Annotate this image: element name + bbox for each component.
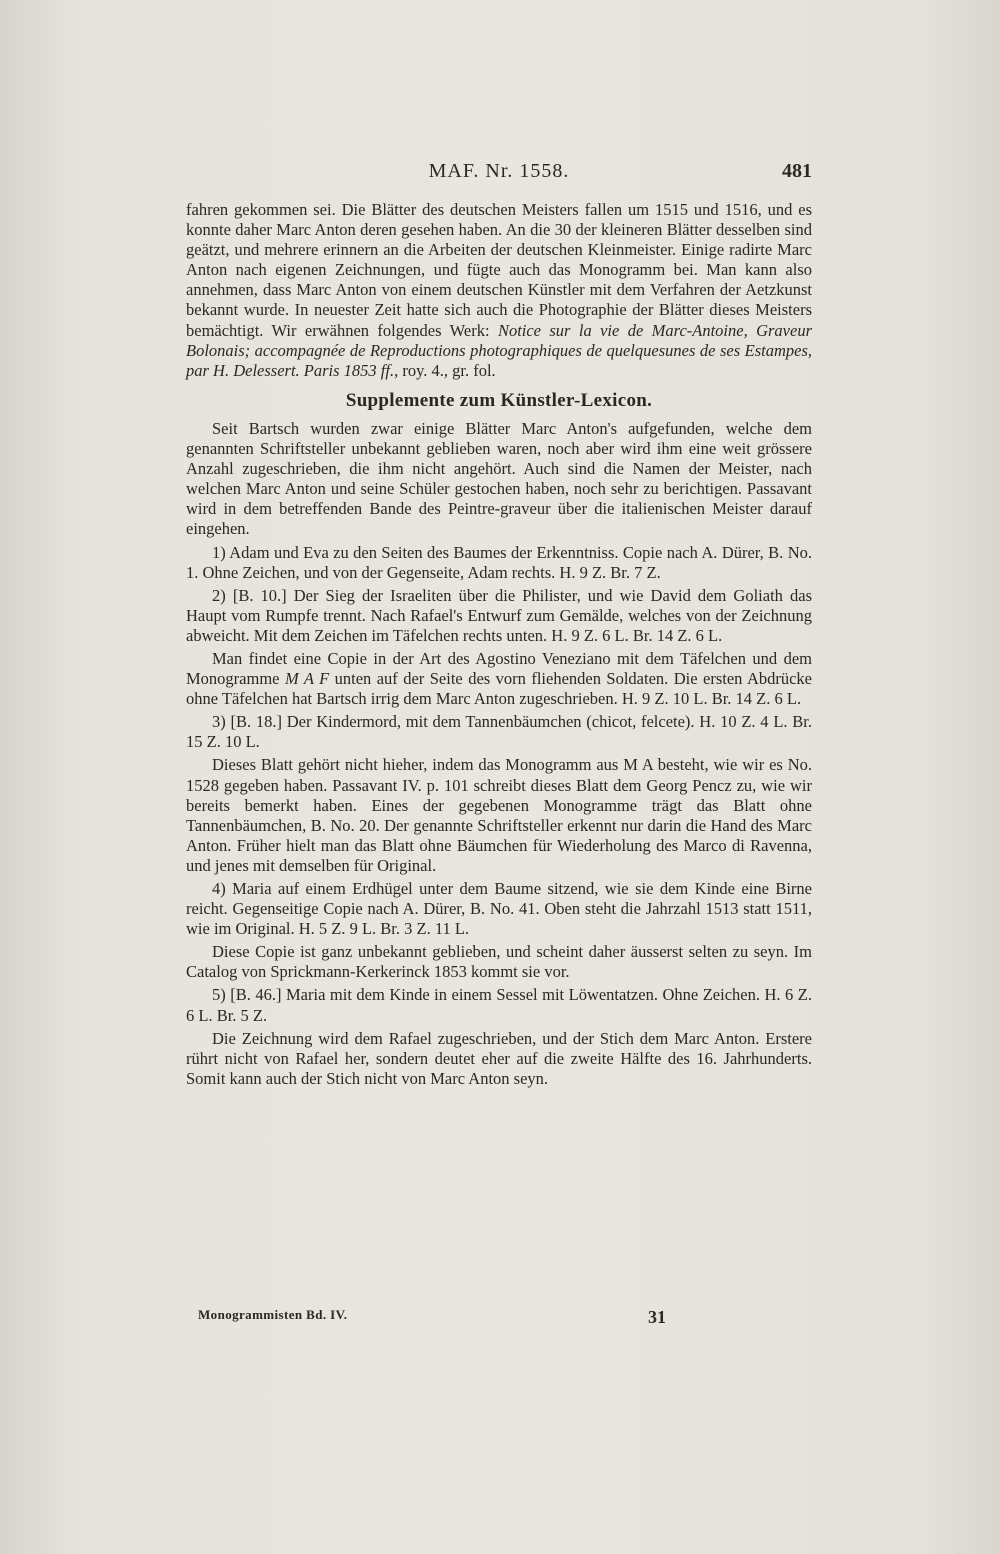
paragraph: Die Zeichnung wird dem Rafael zugeschrieben, und der Stich dem Marc Anton. Erstere rührt nicht von Rafael her, sondern deutet eher auf die zweite Hälfte des 16. Jahrhunderts. Somit kann auch der Stich nicht von Marc Anton seyn. [186,1028,812,1088]
paragraph [186,649,812,709]
section-heading: Supplemente zum Künstler-Lexicon. [345,389,653,411]
entry-3: 3) [B. 18.] Der Kindermord, mit dem Tannenbäumchen (chicot, felcete). H. 10 Z. 4 L. Br. 15 Z. 10 L. [186,712,812,752]
entry-2: 2) [B. 10.] Der Sieg der Israeliten über die Philister, und wie David dem Goliath das Haupt vom Rumpfe trennt. Nach Rafael's Entwurf zum Gemälde, welches von der Zeichnung abweicht. Mit dem Zeichen im Täfelchen rechts unten. H. 9 Z. 6 L. Br. 14 Z. 6 L. [186,585,812,645]
page-header [186,160,812,190]
paragraph: Seit Bartsch wurden zwar einige Blätter Marc Anton's aufgefunden, welche dem genannten Schriftsteller unbekannt geblieben waren, noch aber wird ihm eine weit grössere Anzahl zugeschrieben, die ihm nicht angehört. Auch sind die Namen der Meister, nach welchen Marc Anton und seine Schüler gestochen haben, noch sehr zu berichtigen. Passavant wird in dem betreffenden Bande des Peintre-graveur über die italienischen Meister darauf eingehen. [186,418,812,539]
sheet-number: 31 [648,1307,666,1327]
entry-5: 5) [B. 46.] Maria mit dem Kinde in einem Sessel mit Löwentatzen. Ohne Zeichen. H. 6 Z. 6 L. Br. 5 Z. [186,985,812,1025]
paragraph: Diese Copie ist ganz unbekannt geblieben, und scheint daher äusserst selten zu seyn. Im Catalog von Sprickmann-Kerkerinck 1853 kommt sie vor. [186,942,812,982]
entry-1: 1) Adam und Eva zu den Seiten des Baumes der Erkenntniss. Copie nach A. Dürer, B. No. 1. Ohne Zeichen, und von der Gegenseite, Adam rechts. H. 9 Z. Br. 7 Z. [186,542,812,582]
copy-note-text-end: unten auf der Seite des vorn fliehenden Soldaten. Die ersten Abdrücke ohne Täfelchen hat Bartsch irrig dem Marc Anton zugeschrieben. H. 9 Z. 10 L. Br. 14 Z. 6 L. [186,669,813,709]
monogram-text: M A F [284,669,330,689]
page-number: 481 [782,160,812,182]
intro-end: , roy. 4., gr. fol. [394,360,496,380]
copy-note-text: Man findet eine Copie in der Art des Agostino Veneziano mit dem Täfelchen und dem Monogramme [186,648,812,689]
intro-text: fahren gekommen sei. Die Blätter des deutschen Meisters fallen um 1515 und 1516, und es konnte daher Marc Anton deren gesehen haben. An die 30 der kleineren Blätter desselben sind geätzt, und mehrere erinnern an die Arbeiten der deutschen Kleinmeister. Einige radirte Marc Anton nach eigenen Zeichnungen, und fügte auch das Monogramm bei. Man kann also annehmen, dass Marc Anton von einem deutschen Künstler mit dem Verfahren der Aetzkunst bekannt wurde. In neuester Zeit hatte sich auch die Photographie der Blätter dieses Meisters bemächtigt. Wir erwähnen folgendes Werk: [186,200,812,340]
entry-4: 4) Maria auf einem Erdhügel unter dem Baume sitzend, wie sie dem Kinde eine Birne reicht. Gegenseitige Copie nach A. Dürer, B. No. 41. Oben steht die Jahrzahl 1513 statt 1511, wie im Original. H. 5 Z. 9 L. Br. 3 Z. 11 L. [186,879,812,939]
intro-paragraph [186,200,812,381]
running-title: MAF. Nr. 1558. [428,160,570,182]
paragraph: Dieses Blatt gehört nicht hieher, indem das Monogramm aus M A besteht, wie wir es No. 1528 gegeben haben. Passavant IV. p. 101 schreibt dieses Blatt dem Georg Pencz zu, wie wir bereits bemerkt haben. Eines der gegebenen Monogramme trägt das Blatt ohne Tannenbäumchen, B. No. 20. Der genannte Schriftsteller erkennt nur darin die Hand des Marc Anton. Früher hielt man das Blatt ohne Bäumchen für Wiederholung des Marco di Ravenna, und jenes mit demselben für Original. [186,755,812,875]
page-body [186,200,812,1089]
signature-mark: Monogrammisten Bd. IV. [198,1307,348,1322]
book-title: Notice sur la vie de Marc-Antoine, Graveur Bolonais; accompagnée de Reproductions photographiques de quelquesunes de ses Estampes, par H. Delessert. Paris 1853 ff. [186,320,813,380]
